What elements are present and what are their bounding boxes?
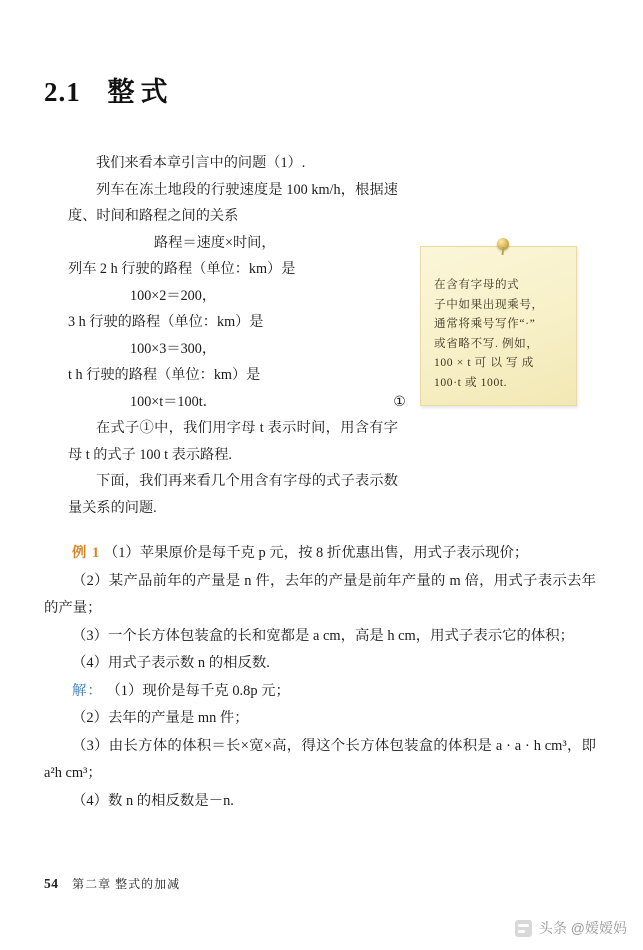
solution-item-3-row [44,733,596,788]
example-item-2-row [44,568,596,623]
note-line-6: 100·t 或 100t. [434,375,508,389]
equation-3: 100×t＝100t． [130,393,217,410]
example-first-line [44,540,596,568]
solution-item-4-row [44,788,596,816]
example-label: 例 1 [72,545,101,561]
intro-paragraph-5: t h 行驶的路程（单位：km）是 [68,367,261,383]
example-item-2: （2）某产品前年的产量是 n 件，去年的产量是前年产量的 m 倍，用式子表示去年的产量； [44,572,596,616]
news-logo-icon [515,920,532,937]
intro-paragraph-4: 3 h 行驶的路程（单位：km）是 [68,314,264,330]
solution-item-2-row [44,705,596,733]
intro-paragraph-7: 下面，我们再来看几个用含有字母的式子表示数量关系的问题. [68,473,398,516]
page-number: 54 [44,876,59,891]
equation-2: 100×3＝300， [130,340,217,357]
intro-paragraph-3: 列车 2 h 行驶的路程（单位：km）是 [68,261,296,277]
solution-item-1: （1）现价是每千克 0.8p 元； [106,682,290,699]
solution-item-4: （4）数 n 的相反数是－n. [72,792,234,809]
section-title: 整式 [107,77,174,108]
equation-3-line [68,389,406,416]
note-line-1: 在含有字母的式 [434,278,520,291]
solution-first-line [44,678,596,706]
intro-paragraph-6: 在式子①中，我们用字母 t 表示时间，用含有字母 t 的式子 100 t 表示路程. [68,420,398,463]
watermark-text: 头条 @嫒嫒妈 [538,920,627,936]
equation-1: 100×2＝200， [130,287,217,304]
example-block [44,540,596,815]
solution-label: 解： [72,682,103,699]
intro-text-block [68,150,406,521]
intro-paragraph-1: 我们来看本章引言中的问题（1）. [96,155,306,171]
watermark [515,918,627,938]
note-line-2: 子中如果出现乘号， [434,297,544,311]
pin-icon [497,238,509,250]
intro-paragraph-2: 列车在冻土地段的行驶速度是 100 km/h，根据速度、时间和路程之间的关系 [68,181,398,224]
example-item-4: （4）用式子表示数 n 的相反数. [72,655,270,671]
page-title [44,70,174,109]
example-item-1: （1）苹果原价是每千克 p 元，按 8 折优惠出售，用式子表示现价； [103,545,529,561]
example-item-3-row [44,623,596,651]
note-line-3: 通常将乘号写作“·” [434,317,536,330]
example-item-3: （3）一个长方体包装盒的长和宽都是 a cm，高是 h cm，用式子表示它的体积； [72,627,575,644]
note-line-5: 100 × t 可 以 写 成 [434,356,534,369]
solution-item-2: （2）去年的产量是 mn 件； [72,710,249,726]
chapter-title: 第二章 整式的加减 [72,877,181,891]
formula-relation: 路程＝速度×时间， [154,234,276,251]
note-line-4: 或省略不写. 例如， [434,336,539,350]
example-item-4-row [44,650,596,678]
page-footer [44,875,180,892]
sticky-note-text [434,275,564,392]
section-number: 2.1 [44,77,81,108]
equation-number-1: ① [393,393,406,410]
sticky-note [420,246,577,406]
solution-item-3: （3）由长方体的体积＝长×宽×高，得这个长方体包装盒的体积是 a · a · h cm³，即 a²h cm³； [44,737,596,781]
